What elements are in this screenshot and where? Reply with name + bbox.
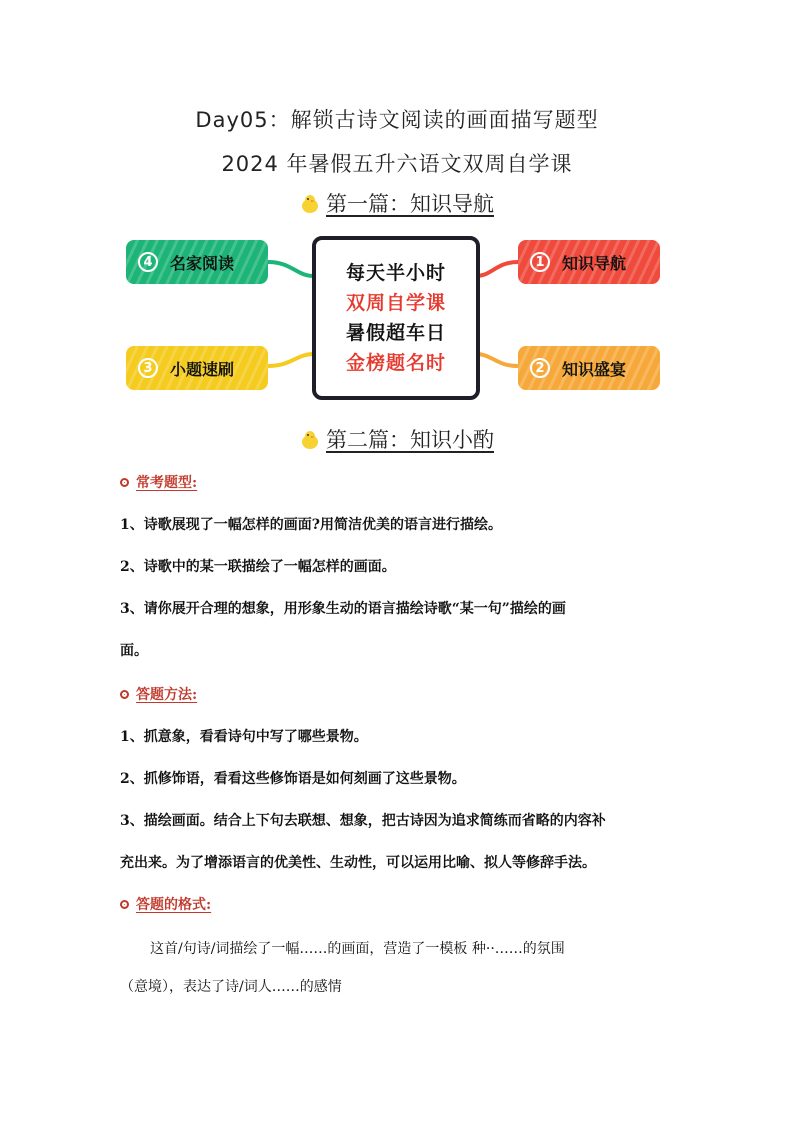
subheading-text: 答题的格式: [136,897,212,913]
hub-line: 每天半小时 [345,262,446,284]
branch-number: 4 [138,252,158,272]
mind-map-center [312,236,480,400]
paragraph: 2、抓修饰语，看看这些修饰语是如何刻画了这些景物。 [120,771,466,787]
branch-quick-practice [126,346,268,390]
hub-line: 双周自学课 [345,292,446,314]
document-title-line2: 2024 年暑假五升六语文双周自学课 [221,152,573,176]
subheading-text: 常考题型: [136,475,198,491]
branch-number: 1 [530,252,550,272]
paragraph: 3、请你展开合理的想象，用形象生动的语言描绘诗歌“某一句”描绘的画 [120,601,566,617]
paragraph: 1、诗歌展现了一幅怎样的画面?用简洁优美的语言进行描绘。 [120,517,502,533]
paragraph: 1、抓意象，看看诗句中写了哪些景物。 [120,729,368,745]
paragraph: 充出来。为了增添语言的优美性、生动性，可以运用比喻、拟人等修辞手法。 [120,855,596,871]
chick-icon [300,194,320,214]
target-bullet-icon [120,478,129,487]
paragraph: （意境），表达了诗/词人……的感情 [120,979,342,995]
subheading-answer-format [120,894,211,914]
subheading-answer-method [120,684,197,704]
section-heading-1 [0,188,794,218]
section-heading-2-text: 第二篇：知识小酌 [326,428,494,452]
section-heading-1-text: 第一篇：知识导航 [326,192,494,216]
hub-line: 金榜题名时 [345,352,446,374]
paragraph: 2、诗歌中的某一联描绘了一幅怎样的画面。 [120,559,396,575]
hub-line: 暑假超车日 [345,322,446,344]
target-bullet-icon [120,690,129,699]
branch-label: 知识导航 [562,253,627,273]
branch-famous-reading [126,240,268,284]
branch-number: 3 [138,358,158,378]
section-heading-2 [0,424,794,454]
branch-label: 名家阅读 [170,253,235,273]
branch-label: 小题速刷 [170,359,235,379]
document-title-line1: Day05：解锁古诗文阅读的画面描写题型 [195,108,599,132]
target-bullet-icon [120,900,129,909]
paragraph: 这首/句诗/词描绘了一幅……的画面，营造了一模板 种··……的氛围 [150,941,565,957]
mind-map-diagram [124,234,668,398]
branch-knowledge-navigation [518,240,660,284]
subheading-text: 答题方法: [136,687,198,703]
branch-number: 2 [530,358,550,378]
branch-label: 知识盛宴 [562,359,627,379]
subheading-common-types [120,472,197,492]
paragraph: 3、描绘画面。结合上下句去联想、想象，把古诗因为追求简练而省略的内容补 [120,813,606,829]
branch-knowledge-feast [518,346,660,390]
chick-icon [300,430,320,450]
paragraph: 面。 [120,643,148,659]
